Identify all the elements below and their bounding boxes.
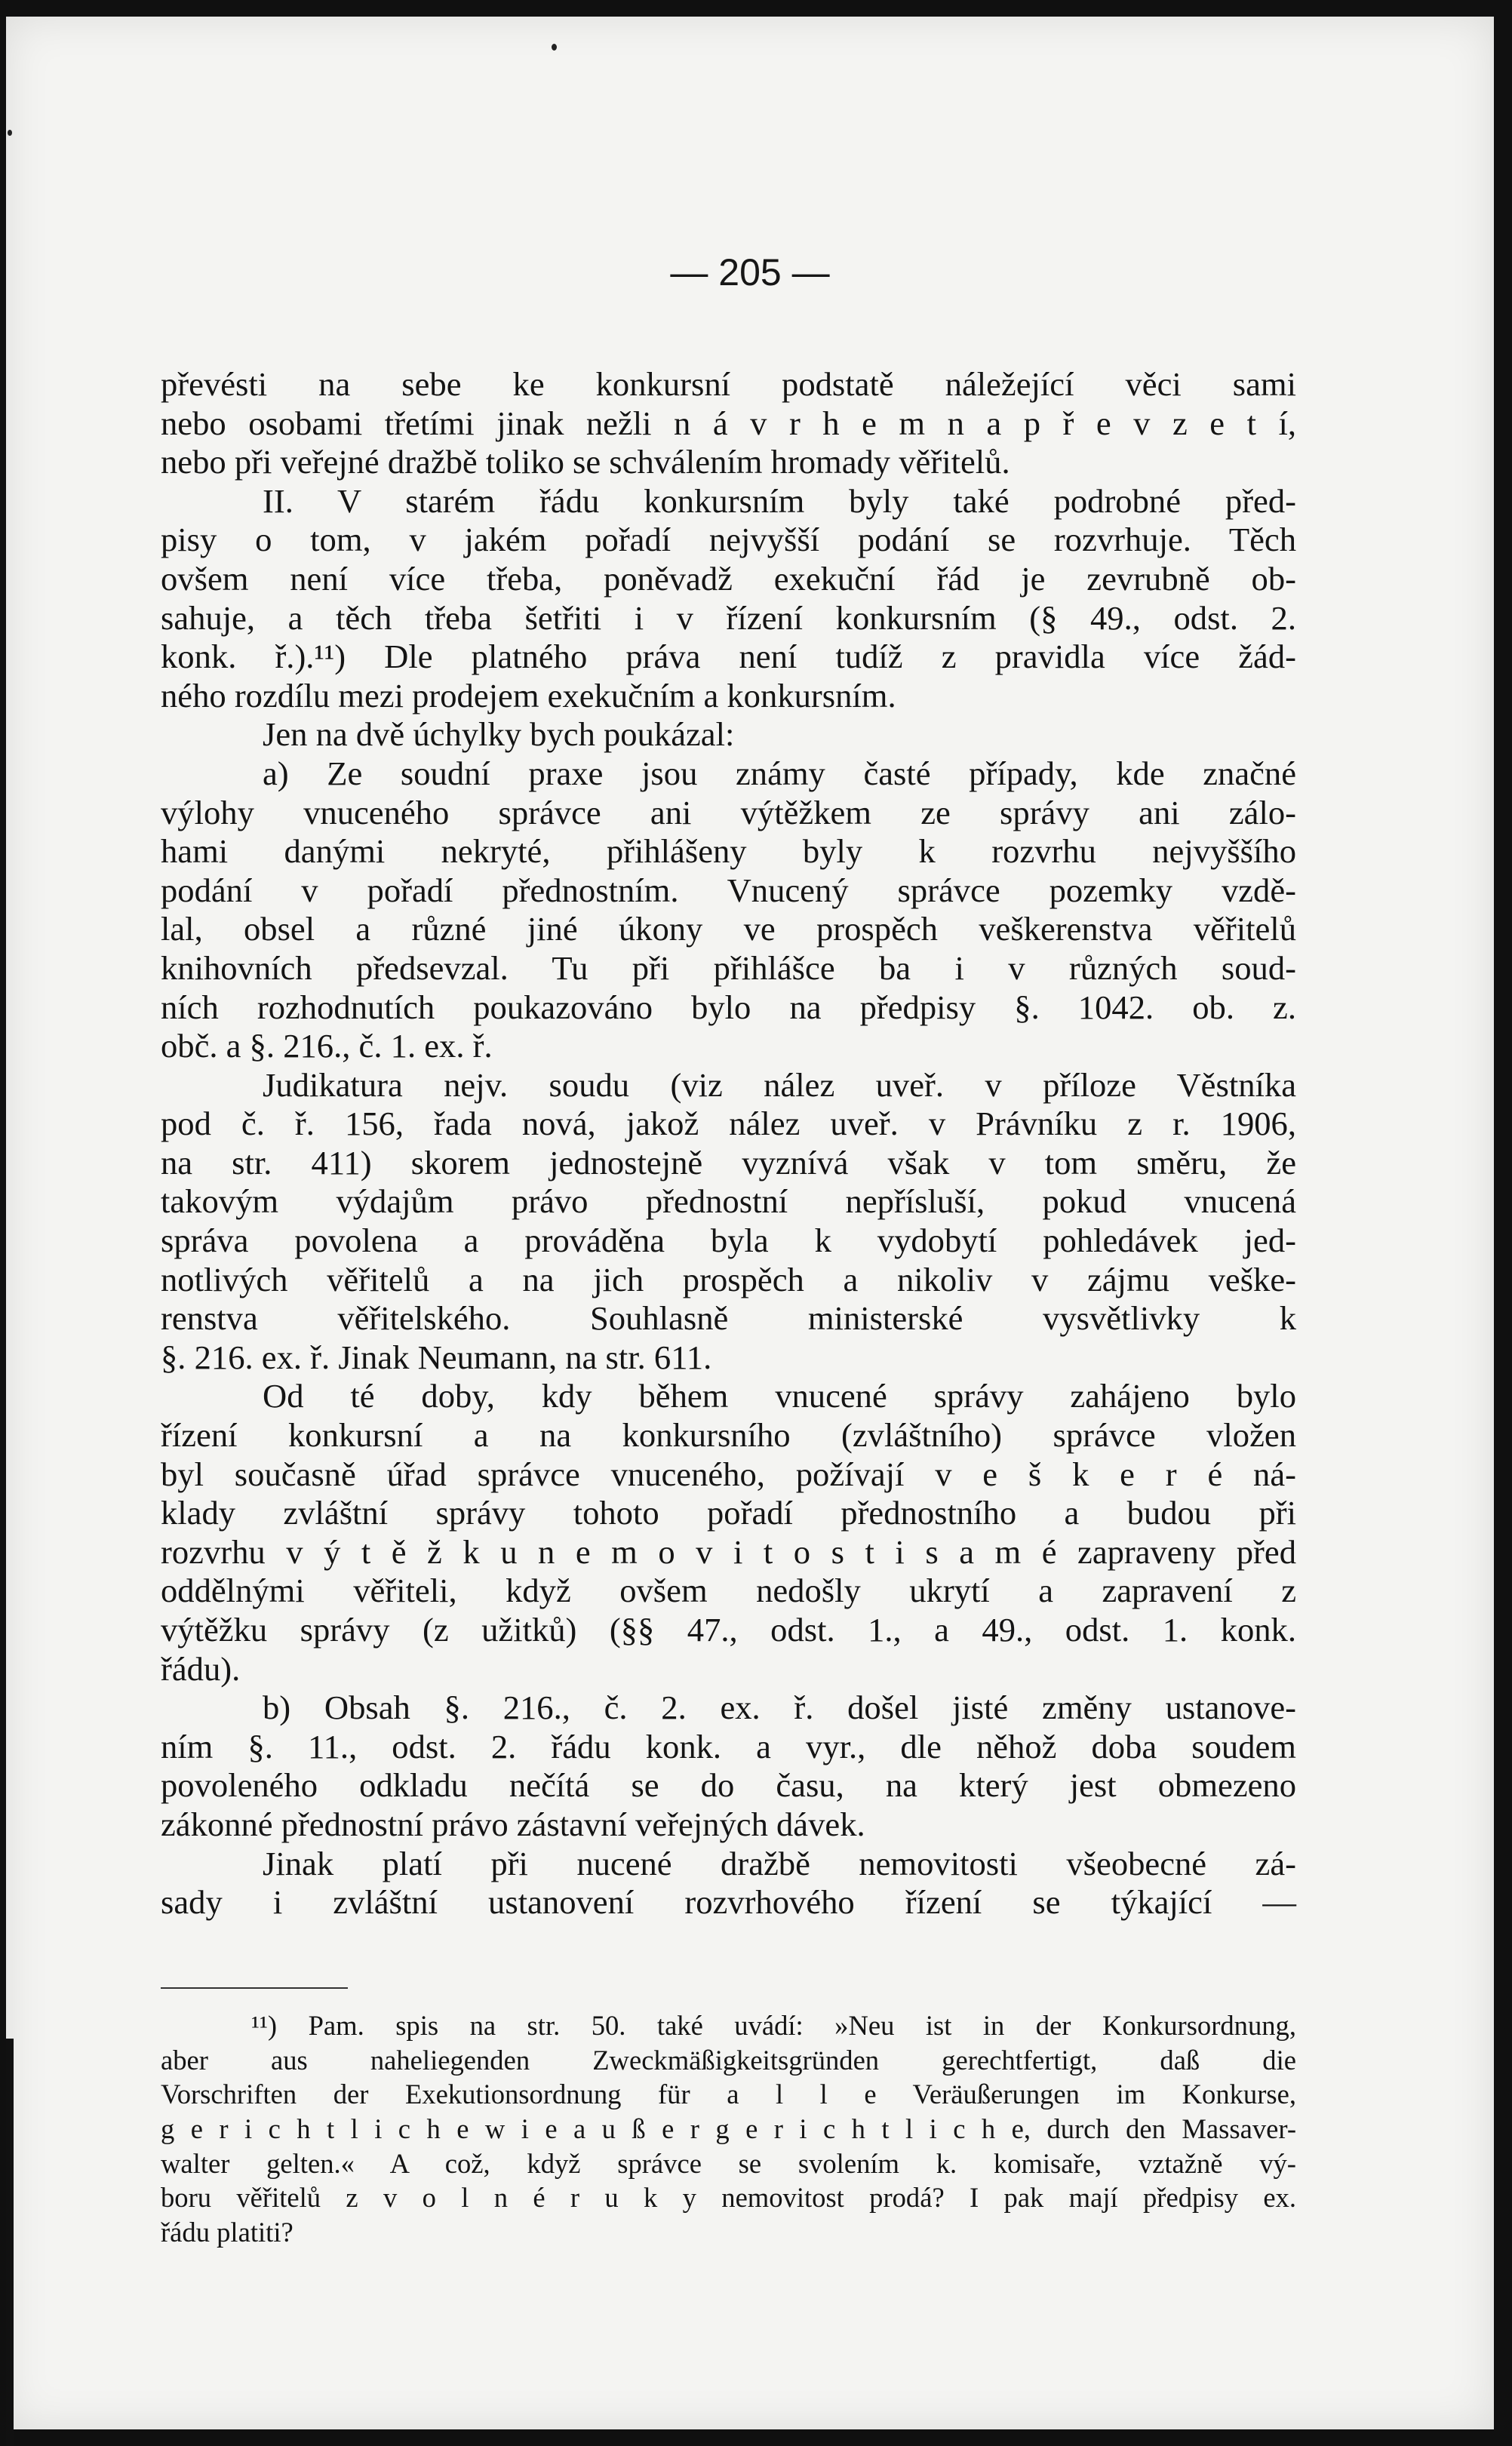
text-line: lal, obsel a různé jiné úkony ve prospěch veškerenstva věřitelů [161, 910, 1296, 948]
text-line: výlohy vnuceného správce ani výtěžkem ze správy ani zálo- [161, 793, 1296, 831]
text-line: převésti na sebe ke konkursní podstatě náležející věci sami [161, 365, 1296, 403]
text-line: nebo při veřejné dražbě toliko se schválením hromady věřitelů. [161, 443, 1010, 481]
footnote-line: walter gelten.« A což, když správce se svolením k. komisaře, vztažně vý- [161, 2147, 1296, 2179]
footnote-line: Vorschriften der Exekutionsordnung für a l l e Veräußerungen im Konkurse, [161, 2079, 1296, 2110]
text-line: obč. a §. 216., č. 1. ex. ř. [161, 1027, 493, 1065]
footnote-separator [161, 1987, 348, 1989]
text-line: ovšem není více třeba, poněvadž exekuční řád je zevrubně ob- [161, 559, 1296, 598]
text-line: ních rozhodnutích poukazováno bylo na předpisy §. 1042. ob. z. [161, 988, 1296, 1026]
footnote-line: ¹¹) Pam. spis na str. 50. také uvádí: »Neu ist in der Konkursordnung, [251, 2010, 1296, 2041]
text-line: Jen na dvě úchylky bych poukázal: [263, 715, 735, 754]
footnote [161, 2008, 1296, 2250]
text-line: pod č. ř. 156, řada nová, jakož nález uveř. v Právníku z r. 1906, [161, 1105, 1296, 1143]
text-line: pisy o tom, v jakém pořadí nejvyšší podání se rozvrhuje. Těch [161, 521, 1296, 559]
text-line: na str. 411) skorem jednostejně vyznívá však v tom směru, že [161, 1143, 1296, 1182]
book-page [6, 17, 1494, 2429]
text-line: ním §. 11., odst. 2. řádu konk. a vyr., dle něhož doba soudem [161, 1727, 1296, 1765]
text-line: renstva věřitelského. Souhlasně ministerské vysvětlivky k [161, 1299, 1296, 1338]
page-edge-shadow [6, 2039, 14, 2446]
text-line: výtěžku správy (z užitků) (§§ 47., odst. 1., a 49., odst. 1. konk. [161, 1611, 1296, 1649]
page-number: — 205 — [670, 251, 830, 293]
text-line: řízení konkursní a na konkursního (zvláštního) správce vložen [161, 1416, 1296, 1455]
text-line: oddělnými věřiteli, když ovšem nedošly ukrytí a zapravení z [161, 1572, 1296, 1610]
text-line: §. 216. ex. ř. Jinak Neumann, na str. 611. [161, 1338, 712, 1376]
ink-speck [552, 44, 557, 51]
text-line: Od té doby, kdy během vnucené správy zahájeno bylo [263, 1377, 1296, 1415]
text-line: povoleného odkladu nečítá se do času, na který jest obmezeno [161, 1766, 1296, 1805]
main-text [161, 365, 1296, 1922]
text-line: klady zvláštní správy tohoto pořadí přednostního a budou při [161, 1494, 1296, 1532]
text-line: takovým výdajům právo přednostní nepřísluší, pokud vnucená [161, 1182, 1296, 1221]
text-line: hami danými nekryté, přihlášeny byly k rozvrhu nejvyššího [161, 832, 1296, 871]
ink-speck [8, 130, 12, 136]
text-line: konk. ř.).¹¹) Dle platného práva není tudíž z pravidla více žád- [161, 638, 1296, 676]
text-line: sahuje, a těch třeba šetřiti i v řízení konkursním (§ 49., odst. 2. [161, 598, 1296, 637]
text-line: Jinak platí při nucené dražbě nemovitosti všeobecné zá- [263, 1844, 1296, 1882]
text-line: Judikatura nejv. soudu (viz nález uveř. v příloze Věstníka [263, 1065, 1296, 1104]
text-line: sady i zvláštní ustanovení rozvrhového řízení se týkající — [161, 1883, 1296, 1922]
footnote-line: řádu platiti? [161, 2217, 293, 2248]
text-line: II. V starém řádu konkursním byly také podrobné před- [263, 481, 1296, 520]
footnote-line: g e r i c h t l i c h e w i e a u ß e r g e r i c h t l i c h e, durch den Massaver- [161, 2113, 1296, 2145]
text-line: podání v pořadí přednostním. Vnucený správce pozemky vzdě- [161, 871, 1296, 909]
footnote-line: boru věřitelů z v o l n é r u k y nemovitost prodá? I pak mají předpisy ex. [161, 2182, 1296, 2214]
text-line: správa povolena a prováděna byla k vydobytí pohledávek jed- [161, 1221, 1296, 1260]
text-line: notlivých věřitelů a na jich prospěch a nikoliv v zájmu veške- [161, 1260, 1296, 1298]
text-line: nebo osobami třetími jinak nežli n á v r h e m n a p ř e v z e t í, [161, 404, 1296, 442]
text-line: b) Obsah §. 216., č. 2. ex. ř. došel jisté změny ustanove- [263, 1689, 1296, 1727]
text-line: a) Ze soudní praxe jsou známy časté případy, kde značné [263, 754, 1296, 792]
text-line: řádu). [161, 1649, 241, 1688]
text-line: ného rozdílu mezi prodejem exekučním a konkursním. [161, 676, 896, 714]
footnote-line: aber aus naheliegenden Zweckmäßigkeitsgründen gerechtfertigt, daß die [161, 2044, 1296, 2076]
text-line: byl současně úřad správce vnuceného, požívají v e š k e r é ná- [161, 1455, 1296, 1493]
text-line: knihovních předsevzal. Tu při přihlášce ba i v různých soud- [161, 948, 1296, 987]
text-line: rozvrhu v ý t ě ž k u n e m o v i t o s t i s a m é zapraveny před [161, 1532, 1296, 1571]
text-line: zákonné přednostní právo zástavní veřejných dávek. [161, 1805, 865, 1843]
